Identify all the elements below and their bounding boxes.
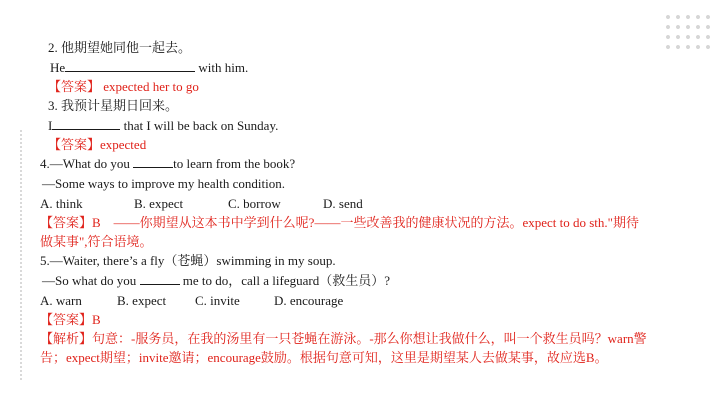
q3-prompt: 3. 我预计星期日回来。: [48, 98, 179, 113]
q5-stem: 5.—Waiter, there’s a fly（苍蝇）swimming in my soup.: [40, 253, 336, 268]
q4-reply: —Some ways to improve my health condition.: [42, 176, 285, 191]
q3-sentence-end: that I will be back on Sunday.: [120, 118, 279, 133]
q5-reply-start: —So what do you: [42, 273, 140, 288]
q4-stem: [40, 155, 295, 172]
q3-answer: 【答案】expected: [48, 137, 147, 152]
q2-answer: 【答案】 expected her to go: [48, 79, 199, 94]
q3-sentence: [48, 117, 278, 134]
q5-analysis-line1: 【解析】句意：-服务员，在我的汤里有一只苍蝇在游泳。-那么你想让我做什么，叫一个救生员吗？warn警: [40, 331, 647, 346]
q4-option-d: D. send: [323, 196, 363, 211]
q4-answer-line1: 【答案】B ——你期望从这本书中学到什么呢?——一些改善我的健康状况的方法。expect to do sth."期待: [40, 215, 639, 230]
q5-blank[interactable]: [140, 272, 180, 285]
q5-option-b: B. expect: [117, 293, 167, 308]
q5-option-a: A. warn: [40, 293, 82, 308]
q2-sentence: [50, 59, 248, 76]
q2-sentence-end: with him.: [195, 60, 249, 75]
q5-reply-end: me to do，call a lifeguard（救生员）?: [179, 273, 390, 288]
q4-option-b: B. expect: [134, 196, 184, 211]
q3-sentence-start: I: [48, 118, 53, 133]
q2-prompt: 2. 他期望她同他一起去。: [48, 40, 192, 55]
q4-option-a: A. think: [40, 196, 83, 211]
q5-reply: [42, 272, 390, 289]
q5-analysis-line2: 告；expect期望；invite邀请；encourage鼓励。根据句意可知，这里是期望某人去做某事，故应选B。: [40, 350, 608, 365]
q5-answer: 【答案】B: [40, 312, 101, 327]
q3-blank[interactable]: [52, 117, 120, 130]
q4-option-c: C. borrow: [228, 196, 281, 211]
q4-answer-line2: 做某事",符合语境。: [40, 234, 153, 249]
q2-sentence-start: He: [50, 60, 66, 75]
q5-option-d: D. encourage: [274, 293, 344, 308]
q4-stem-start: 4.—What do you: [40, 156, 134, 171]
q5-option-c: C. invite: [195, 293, 240, 308]
q2-blank[interactable]: [65, 59, 195, 72]
q4-stem-end: to learn from the book?: [173, 156, 296, 171]
q4-blank[interactable]: [133, 155, 173, 168]
